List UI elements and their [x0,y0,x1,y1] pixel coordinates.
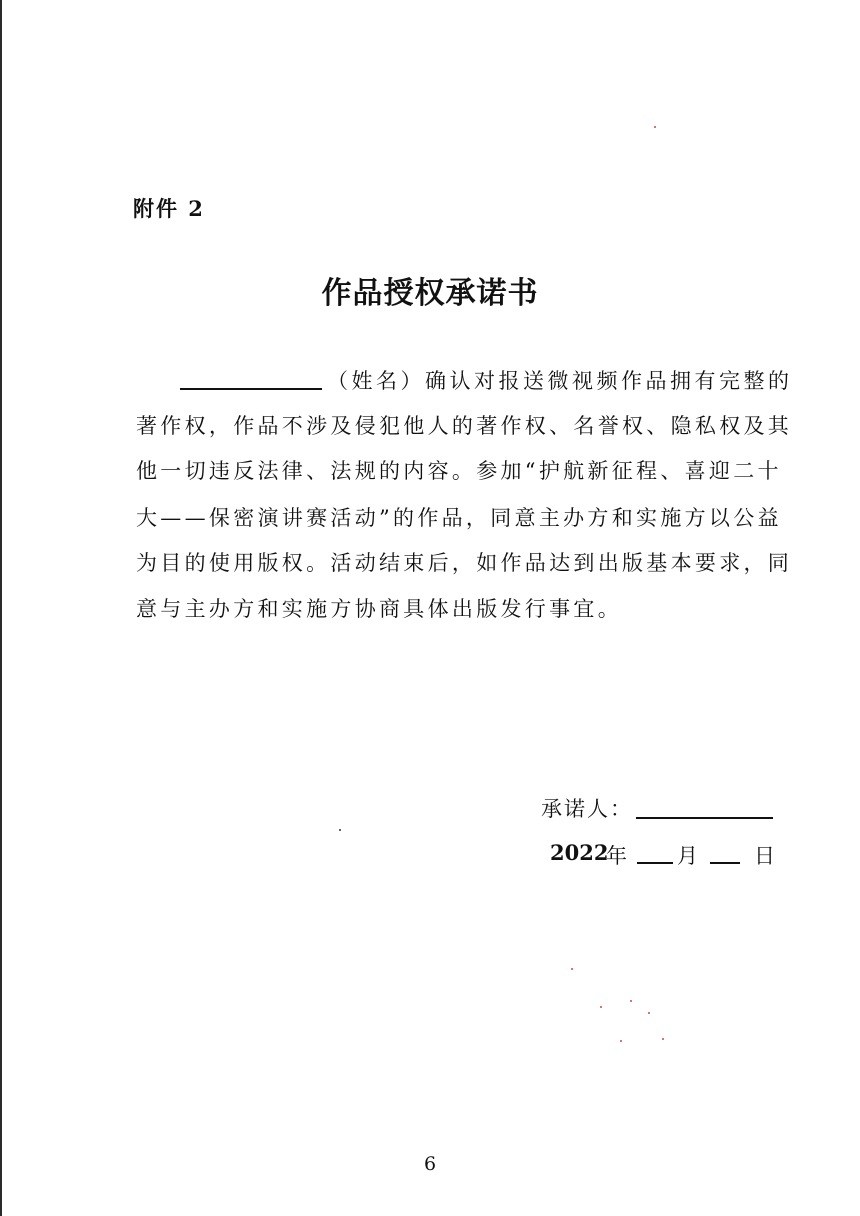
month-blank-line [637,862,673,864]
body-line-5: 为目的使用版权。活动结束后，如作品达到出版基本要求，同 [136,551,793,575]
scan-edge [0,0,2,1216]
document-title: 作品授权承诺书 [321,276,539,311]
page-number: 6 [423,1153,437,1175]
scan-speck [654,126,656,128]
scan-speck [600,1006,602,1008]
scan-speck [662,1038,664,1040]
scan-speck [339,829,341,831]
body-line-3: 他一切违反法律、法规的内容。参加“护航新征程、喜迎二十 [136,459,782,483]
promisor-label: 承诺人： [541,797,633,821]
date-month-char: 月 [677,844,698,868]
day-blank-line [710,862,740,864]
scan-speck [571,968,573,970]
promisor-blank-line [636,817,773,819]
scan-speck [620,1040,622,1042]
body-line-1: （姓名）确认对报送微视频作品拥有完整的 [327,369,793,393]
body-line-4: 大——保密演讲赛活动”的作品，同意主办方和实施方以公益 [136,506,782,530]
body-line-2: 著作权，作品不涉及侵犯他人的著作权、名誉权、隐私权及其 [136,414,793,438]
date-day-char: 日 [754,844,775,868]
name-blank-line [180,388,322,390]
body-line-6: 意与主办方和实施方协商具体出版发行事宜。 [136,597,622,621]
scan-speck [648,1012,650,1014]
date-year-char: 年 [606,844,627,868]
scan-speck [630,1000,632,1002]
attachment-label: 附件 2 [133,196,205,221]
date-year: 2022 [550,840,609,865]
